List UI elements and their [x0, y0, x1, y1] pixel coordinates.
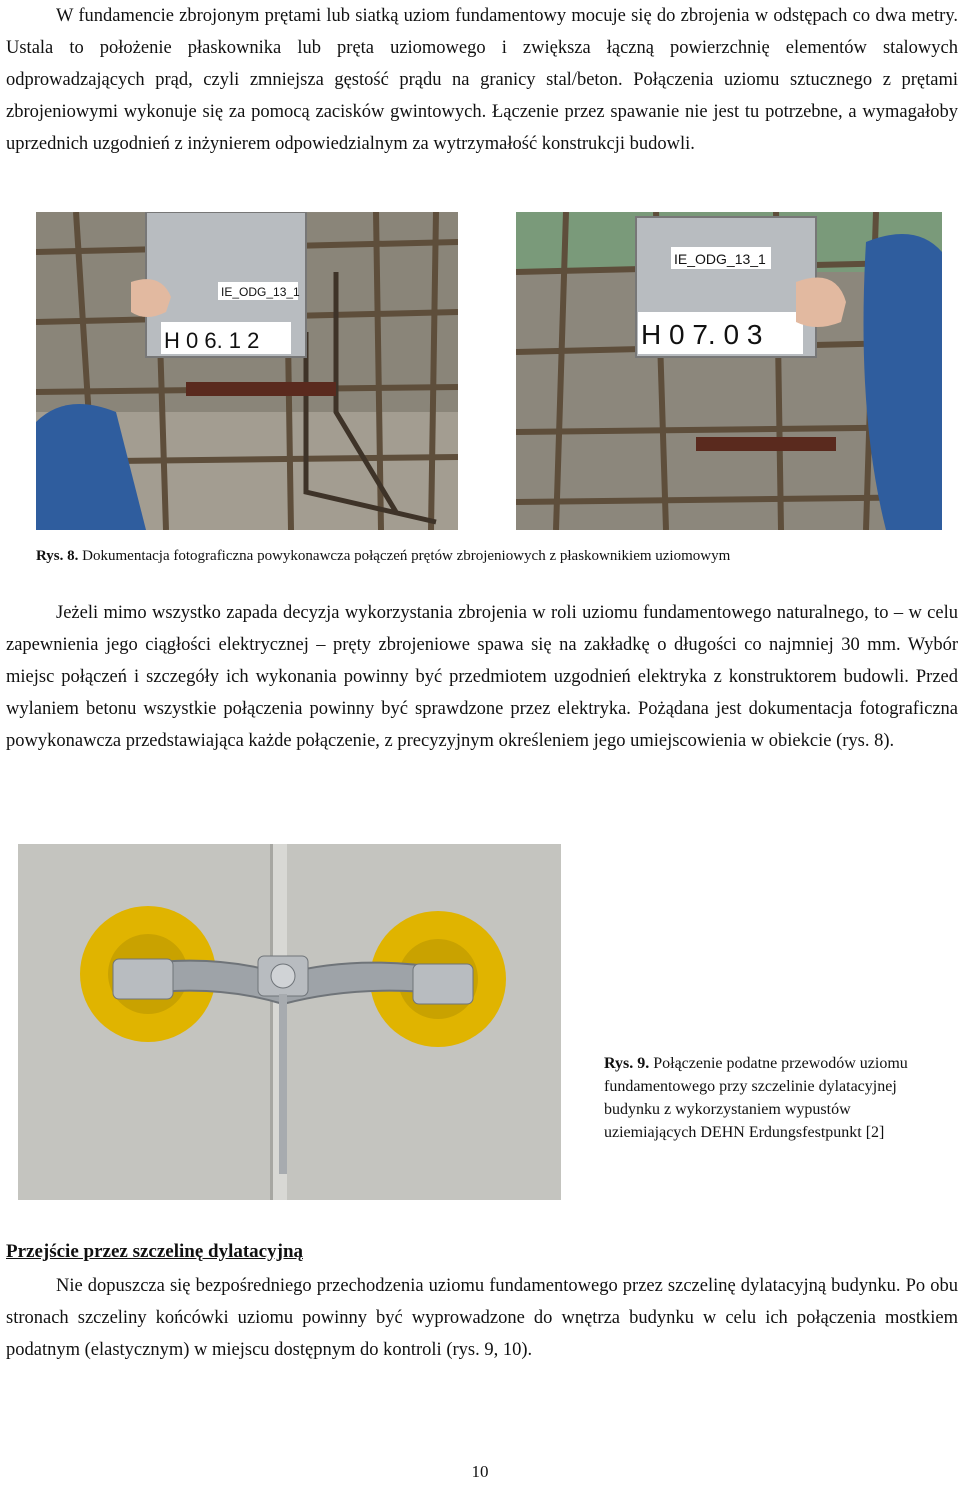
page-number: 10	[471, 1462, 489, 1481]
paragraph-intro	[6, 0, 958, 160]
photo-connection-h0612	[36, 212, 458, 530]
sign-label-top-1: IE_ODG_13_1	[221, 285, 300, 299]
paragraph-reinforcement	[6, 597, 958, 757]
paragraph-dilatation	[6, 1270, 958, 1366]
sign-label-top-2: IE_ODG_13_1	[674, 251, 766, 267]
rebar-photo-1	[36, 212, 458, 530]
rebar-photo-2	[516, 212, 942, 530]
figure-9-text: Połączenie podatne przewodów uziomu fundamentowego przy szczelinie dylatacyjnej budynku z wykorzystaniem wypustów uziemiających DEHN Erdungsfestpunkt [2]	[604, 1055, 908, 1141]
figure-9-caption	[604, 1052, 934, 1144]
paragraph-intro-text: W fundamencie zbrojonym prętami lub siatką uziom fundamentowy mocuje się do zbrojenia w odstępach co dwa metry. Ustala to położenie płaskownika lub pręta uziomowego i zwiększa łączną powierzchnię elementów stalowych odprowadzających prąd, czyli zmniejsza gęstość prądu na granicy stal/beton. Połączenia uziomu sztucznego z prętami zbrojeniowymi wykonuje się za pomocą zacisków gwintowych. Łączenie przez spawanie nie jest tu potrzebne, a wymagałoby uprzednich uzgodnień z inżynierem odpowiedzialnym za wytrzymałość konstrukcji budowli.	[6, 6, 958, 154]
figure-8-text: Dokumentacja fotograficzna powykonawcza połączeń prętów zbrojeniowych z płaskownikiem uziomowym	[82, 548, 731, 564]
figure-8-caption	[36, 546, 956, 566]
dilatation-photo	[18, 844, 561, 1200]
paragraph-reinforcement-text: Jeżeli mimo wszystko zapada decyzja wykorzystania zbrojenia w roli uziomu fundamentowego naturalnego, to – w celu zapewnienia jego ciągłości elektrycznej – pręty zbrojeniowe spawa się na zakładkę o długości co najmniej 30 mm. Wybór miejsc połączeń i szczegóły ich wykonania powinny być przedmiotem uzgodnień elektryka z konstruktorem budowli. Przed wylaniem betonu wszystkie połączenia powinny być sprawdzone przez elektryka. Pożądana jest dokumentacja fotograficzna powykonawcza przedstawiająca każde połączenie, z precyzyjnym określeniem jego umiejscowienia w obiekcie (rys. 8).	[6, 603, 958, 751]
photo-connection-h0703	[516, 212, 942, 530]
paragraph-dilatation-text: Nie dopuszcza się bezpośredniego przechodzenia uziomu fundamentowego przez szczelinę dylatacyjną budynku. Po obu stronach szczeliny końcówki uziomu powinny być wyprowadzone do wnętrza budynku w celu ich połączenia mostkiem podatnym (elastycznym) w miejscu dostępnym do kontroli (rys. 9, 10).	[6, 1276, 958, 1360]
sign-label-bottom-1: H 0 6. 1 2	[164, 328, 260, 353]
figure-9-label: Rys. 9.	[604, 1055, 650, 1072]
sign-label-bottom-2: H 0 7. 0 3	[641, 319, 763, 350]
section-heading: Przejście przez szczelinę dylatacyjną	[6, 1241, 304, 1262]
photo-dilatation-bridge	[18, 844, 561, 1200]
figure-8-label: Rys. 8.	[36, 548, 79, 564]
